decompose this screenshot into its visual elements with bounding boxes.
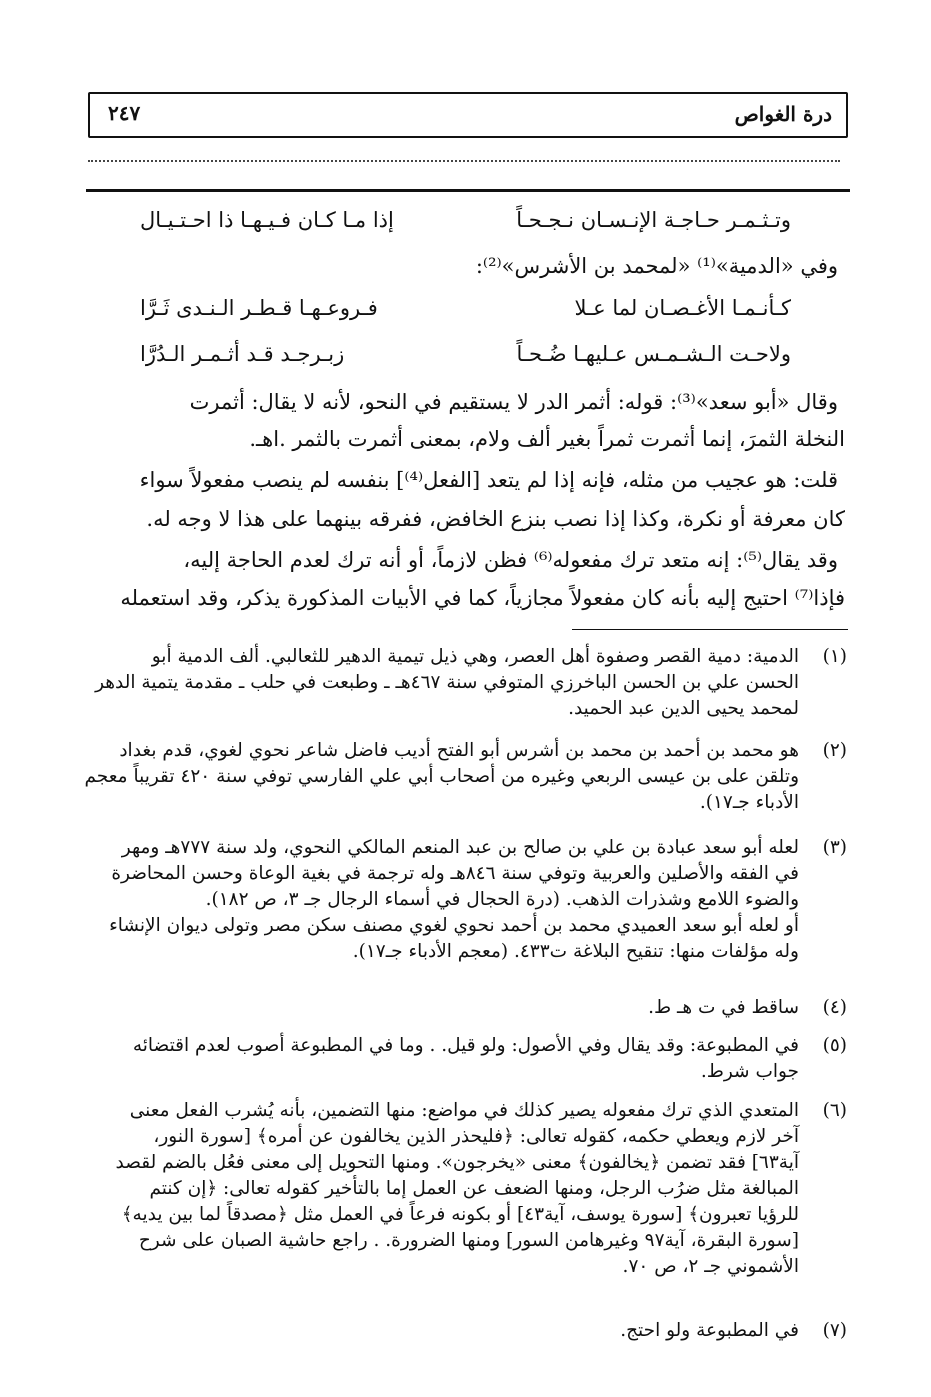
footnote-line: آية٦٣] فقد تضمن ﴿يخالفون﴾ معنى «يخرجون». ومنها التحويل إلى معنى فعُل بالضم لقصد	[115, 1152, 799, 1173]
footnote-line: هو محمد بن أحمد بن محمد بن أشرس أبو الفتح أديب فاضل شاعر نحوي لغوي، قدم بغداد	[119, 740, 799, 761]
verse-2-second-hemistich: فـروعـهـا قـطـر الـنـدى ثَـرَّا	[140, 296, 378, 320]
verse-3	[140, 342, 791, 378]
paragraph-2-line-1: قلت: هو عجيب من مثله، فإنه إذا لم يتعد [الفعل⁽⁴⁾] بنفسه لم ينصب مفعولاً سواء	[139, 468, 838, 492]
footnote-line: [سورة البقرة، آية٩٧ وغيرهامن السور] ومنها الضرورة. . راجع حاشية الصبان على شرح	[138, 1230, 799, 1251]
footnote-line: في المطبوعة: وقد يقال وفي الأصول: ولو قيل. . وما في المطبوعة أصوب لعدم اقتضائه	[132, 1035, 799, 1056]
verse-2	[140, 296, 791, 332]
footnote-1	[80, 644, 847, 724]
footnote-3	[80, 835, 847, 969]
footnote-line: الدمية: دمية القصر وصفوة أهل العصر، وهي ذيل تيمية الدهير للثعالبي. ألف الدمية أبو	[151, 646, 799, 667]
footnote-4	[80, 995, 847, 1021]
footnote-line: والضوء اللامع وشذرات الذهب. (درة الحجال في أسماء الرجال جـ ٣، ص ١٨٢).	[205, 889, 799, 910]
verse-3-second-hemistich: زبـرجـد قـد أثـمـر الـدُرَّا	[140, 342, 345, 366]
running-header	[88, 92, 848, 138]
footnote-line: الأشموني جـ ٢، ص ٧٠.	[622, 1256, 799, 1277]
footnote-line: للرؤيا تعبرون﴾ [سورة يوسف، آية٤٣] أو بكونه فرعاً في العمل مثل ﴿مصدقاً لما بين يديه﴾	[121, 1204, 799, 1225]
footnote-line: ساقط في ت هـ ط.	[648, 997, 799, 1018]
footnote-2	[80, 738, 847, 818]
footnote-separator	[572, 629, 848, 630]
paragraph-1-line-2: النخلة الثمرَ، إنما أثمرت ثمراً بغير ألف ولام، بمعنى أثمرت بالثمر .اهـ.	[249, 427, 845, 451]
footnote-number: (١)	[822, 646, 847, 667]
footnote-number: (٦)	[822, 1100, 847, 1121]
paragraph-2-line-2: كان معرفة أو نكرة، وكذا إذا نصب بنزع الخافض، ففرقه بينهما على هذا لا وجه له.	[146, 507, 845, 531]
footnote-6	[80, 1098, 847, 1284]
footnote-number: (٤)	[822, 997, 847, 1018]
footnote-line: لمحمد يحيى الدين عبد الحميد.	[568, 698, 799, 719]
footnote-number: (٥)	[822, 1035, 847, 1056]
footnote-5	[80, 1033, 847, 1087]
footnote-line: وله مؤلفات منها: تنقيح البلاغة ت٤٣٣. (معجم الأدباء جـ١٧).	[352, 941, 799, 962]
verse-3-first-hemistich: ولاحـت الـشـمـس عـليهـا ضُـحـاً	[516, 342, 791, 366]
page-number: ٢٤٧	[108, 101, 141, 125]
footnote-line: الحسن علي بن الحسن الباخرزي المتوفي سنة ٤٦٧هـ ـ وطبعت في حلب ـ مقدمة يتمية الدهر	[95, 672, 799, 693]
verse-2-first-hemistich: كـأنـمـا الأغـصـان لما عـلا	[574, 296, 791, 320]
footnote-line: المبالغة مثل ضرُب الرجل، ومنها الضعف عن العمل إما بالتأخير كقوله تعالى: ﴿إن كنتم	[149, 1178, 799, 1199]
footnote-line: آخر لازم ويعطي حكمه، كقوله تعالى: ﴿فليحذر الذين يخالفون عن أمره﴾ [سورة النور،	[153, 1126, 799, 1147]
footnote-number: (٣)	[822, 837, 847, 858]
footnote-line: جواب شرط.	[700, 1061, 799, 1082]
book-title: درة الغواص	[734, 102, 832, 126]
dotted-separator	[88, 160, 840, 162]
footnote-line: لعله أبو سعد عبادة بن علي بن صالح بن عبد المنعم المالكي النحوي، ولد سنة ٧٧٧هـ ومهر	[121, 837, 799, 858]
footnote-line: أو لعله أبو سعد العميدي محمد بن أحمد نحوي لغوي مصنف سكن مصر وتولى ديوان الإنشاء	[109, 915, 799, 936]
footnote-line: في المطبوعة ولو احتج.	[620, 1320, 799, 1341]
verse-1-first-hemistich: وتـثـمـر حـاجـة الإنـسـان نـجـحـاً	[516, 208, 791, 232]
verse-1-second-hemistich: إذا مـا كـان فـيـهـا ذا احـتـيـال	[140, 208, 394, 232]
footnote-number: (٢)	[822, 740, 847, 761]
header-rule	[86, 189, 850, 192]
footnote-line: في الفقه والأصلين والعربية وتوفي سنة ٨٤٦هـ وله ترجمة في بغية الوعاة وحسن المحاضرة	[111, 863, 799, 884]
footnote-7	[80, 1318, 847, 1344]
footnote-line: الأدباء جـ١٧).	[699, 792, 799, 813]
verse-1	[140, 208, 791, 244]
paragraph-1-line-1: وقال «أبو سعد»⁽³⁾: قوله: أثمر الدر لا يستقيم في النحو، لأنه لا يقال: أثمرت	[189, 390, 838, 414]
footnote-number: (٧)	[822, 1320, 847, 1341]
intro-line-dumya: وفي «الدمية»⁽¹⁾ «لمحمد بن الأشرس»⁽²⁾:	[475, 254, 838, 278]
footnote-line: المتعدي الذي ترك مفعوله يصير كذلك في مواضع: منها التضمين، بأنه يُشرب الفعل معنى	[129, 1100, 799, 1121]
paragraph-3-line-2: فإذا⁽⁷⁾ احتيج إليه بأنه كان مفعولاً مجازياً، كما في الأبيات المذكورة يذكر، وقد استعمله	[120, 586, 845, 610]
footnote-line: وتلقن على بن عيسى الربعي وغيره من أصحاب أبي علي الفارسي توفي سنة ٤٢٠ تقريباً معجم	[84, 766, 799, 787]
paragraph-3-line-1: وقد يقال⁽⁵⁾: إنه متعد ترك مفعوله⁽⁶⁾ فظن لازماً، أو أنه ترك لعدم الحاجة إليه،	[183, 548, 838, 572]
